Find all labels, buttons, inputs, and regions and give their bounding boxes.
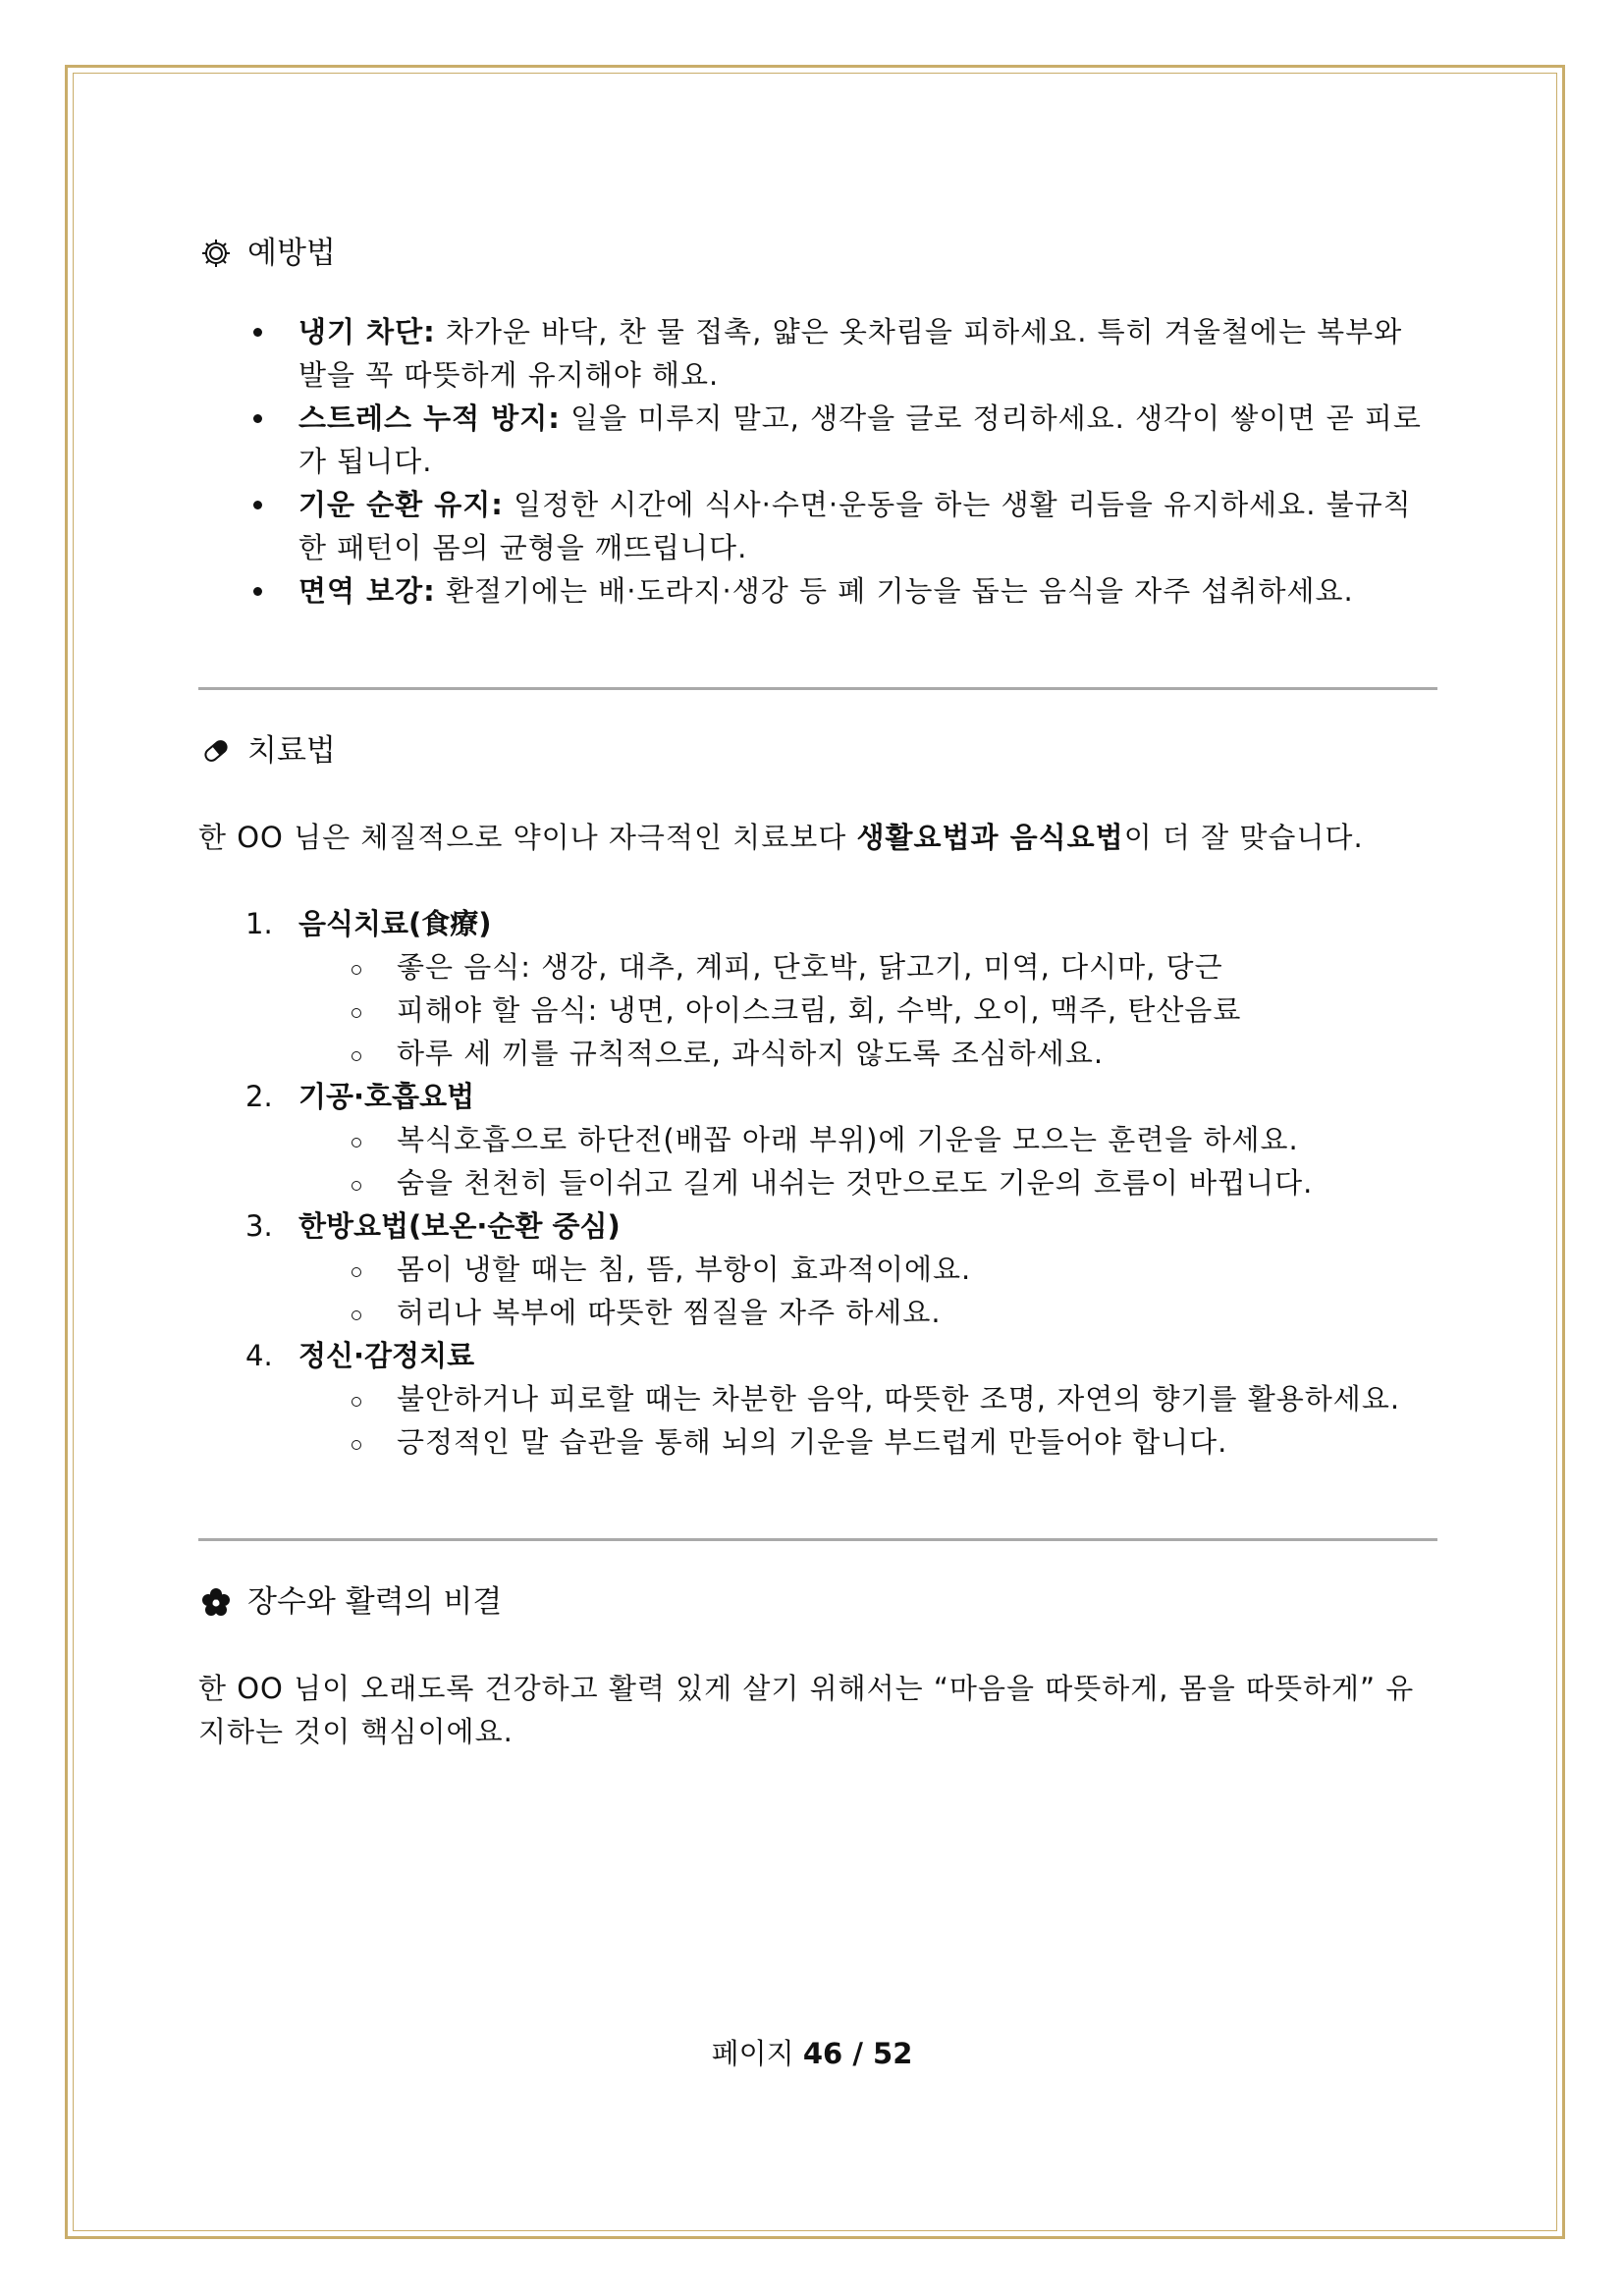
- sub-list: [298, 945, 1437, 1075]
- item-text: 일을 미루지 말고, 생각을 글로 정리하세요. 생각이 쌓이면 곧 피로가 됩니다.: [298, 401, 1422, 478]
- sub-item: 하루 세 끼를 규칙적으로, 과식하지 않도록 조심하세요.: [298, 1032, 1437, 1075]
- section-divider: [198, 687, 1437, 690]
- sub-item: 허리나 복부에 따뜻한 찜질을 자주 하세요.: [298, 1291, 1437, 1334]
- page-separator: /: [842, 2037, 874, 2070]
- intro-text: 이 더 잘 맞습니다.: [1123, 821, 1364, 854]
- total-pages: 52: [873, 2037, 913, 2070]
- intro-emphasis: 생활요법과 음식요법: [856, 821, 1124, 854]
- current-page: 46: [802, 2037, 843, 2070]
- item-text: 일정한 시간에 식사·수면·운동을 하는 생활 리듬을 유지하세요. 불규칙한 패턴이 몸의 균형을 깨뜨립니다.: [298, 488, 1412, 564]
- item-number: 3.: [245, 1209, 273, 1243]
- item-number: 2.: [245, 1080, 273, 1113]
- treatment-item: [198, 902, 1437, 1075]
- section-heading-treatment: [198, 729, 1437, 773]
- sub-item: 불안하거나 피로할 때는 차분한 음악, 따뜻한 조명, 자연의 향기를 활용하세요.: [298, 1377, 1437, 1420]
- section-title: 치료법: [247, 733, 336, 769]
- item-label: 스트레스 누적 방지:: [298, 401, 561, 435]
- prevention-list: [198, 310, 1437, 613]
- sub-item: 복식호흡으로 하단전(배꼽 아래 부위)에 기운을 모으는 훈련을 하세요.: [298, 1118, 1437, 1161]
- sub-list: [298, 1248, 1437, 1334]
- page-number: [0, 2032, 1624, 2072]
- item-title: 정신·감정치료: [298, 1339, 475, 1372]
- treatment-intro: [198, 816, 1437, 859]
- page-label: 페이지: [711, 2037, 803, 2070]
- item-title: 한방요법(보온·순환 중심): [298, 1209, 621, 1243]
- sub-item: 좋은 음식: 생강, 대추, 계피, 단호박, 닭고기, 미역, 다시마, 당근: [298, 945, 1437, 988]
- pill-icon: [198, 736, 234, 766]
- section-title: 예방법: [247, 236, 336, 271]
- gear-icon: [198, 239, 234, 268]
- sub-item: 긍정적인 말 습관을 통해 뇌의 기운을 부드럽게 만들어야 합니다.: [298, 1420, 1437, 1464]
- section-heading-longevity: [198, 1580, 1437, 1624]
- item-number: 1.: [245, 907, 273, 940]
- list-item: [198, 397, 1437, 483]
- list-item: [198, 569, 1437, 613]
- list-item: [198, 310, 1437, 397]
- sub-item: 몸이 냉할 때는 침, 뜸, 부항이 효과적이에요.: [298, 1248, 1437, 1291]
- section-divider: [198, 1538, 1437, 1541]
- flower-icon: [198, 1587, 234, 1617]
- list-item: [198, 483, 1437, 569]
- sub-item: 숨을 천천히 들이쉬고 길게 내쉬는 것만으로도 기운의 흐름이 바뀝니다.: [298, 1161, 1437, 1204]
- section-heading-prevention: [198, 232, 1437, 275]
- item-title: 음식치료(食療): [298, 907, 492, 940]
- intro-text: 한 OO 님은 체질적으로 약이나 자극적인 치료보다: [198, 821, 857, 854]
- sub-list: [298, 1118, 1437, 1204]
- sub-item: 피해야 할 음식: 냉면, 아이스크림, 회, 수박, 오이, 맥주, 탄산음료: [298, 988, 1437, 1032]
- treatment-item: [198, 1204, 1437, 1334]
- item-text: 환절기에는 배·도라지·생강 등 폐 기능을 돕는 음식을 자주 섭취하세요.: [435, 574, 1354, 608]
- longevity-text: 한 OO 님이 오래도록 건강하고 활력 있게 살기 위해서는 “마음을 따뜻하게, 몸을 따뜻하게” 유지하는 것이 핵심이에요.: [198, 1672, 1415, 1748]
- treatment-item: [198, 1075, 1437, 1204]
- item-number: 4.: [245, 1339, 273, 1372]
- treatment-item: [198, 1334, 1437, 1464]
- item-text: 차가운 바닥, 찬 물 접촉, 얇은 옷차림을 피하세요. 특히 겨울철에는 복부와 발을 꼭 따뜻하게 유지해야 해요.: [298, 315, 1403, 392]
- section-title: 장수와 활력의 비결: [247, 1584, 503, 1620]
- item-title: 기공·호흡요법: [298, 1080, 475, 1113]
- treatment-list: [198, 902, 1437, 1464]
- item-label: 기운 순환 유지:: [298, 488, 504, 521]
- page-content: [198, 232, 1437, 1753]
- item-label: 냉기 차단:: [298, 315, 436, 348]
- sub-list: [298, 1377, 1437, 1464]
- item-label: 면역 보강:: [298, 574, 436, 608]
